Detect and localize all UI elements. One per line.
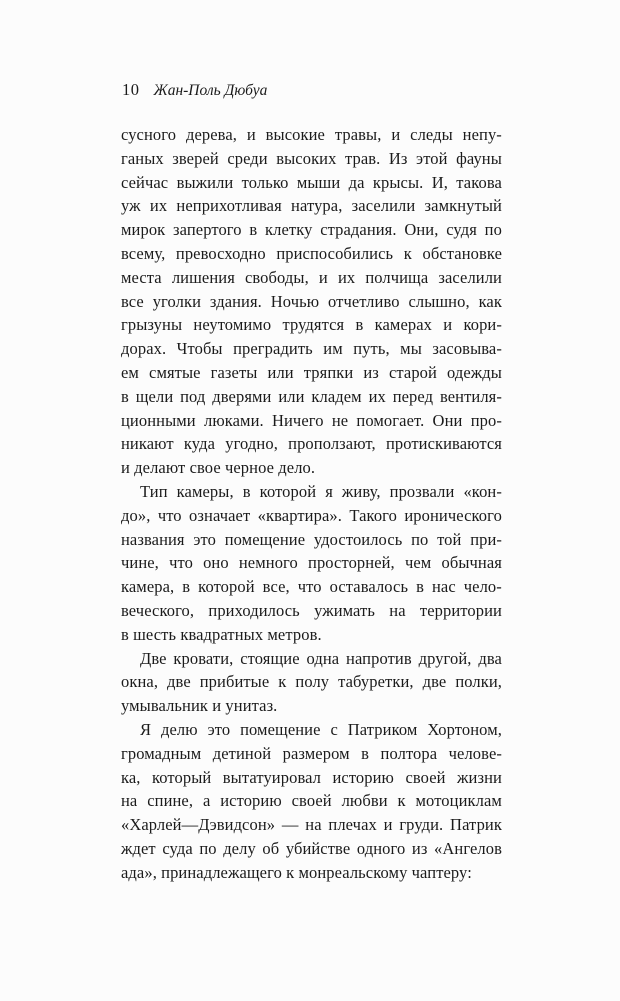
text-line: ционными люками. Ничего не помогает. Они про- bbox=[121, 410, 502, 430]
text-line: чине, что оно немного просторней, чем обычная bbox=[121, 553, 502, 573]
paragraph bbox=[121, 647, 502, 718]
text-line: никают куда угодно, проползают, протискиваются bbox=[121, 434, 502, 454]
paragraph bbox=[121, 480, 502, 647]
text-line: Две кровати, стоящие одна напротив другой, два bbox=[140, 648, 502, 668]
text-line: грызуны неутомимо трудятся в камерах и кори- bbox=[121, 315, 502, 335]
text-line: до», что означает «квартира». Такого иронического bbox=[121, 505, 502, 525]
text-line: в щели под дверями или кладем их перед вентиля- bbox=[121, 386, 502, 406]
text-line: веческого, приходилось ужимать на территории bbox=[121, 600, 502, 620]
text-line: громадным детиной размером в полтора челове- bbox=[121, 743, 502, 763]
paragraph bbox=[121, 718, 502, 885]
text-line: «Харлей—Дэвидсон» — на плечах и груди. Патрик bbox=[121, 815, 502, 835]
text-line: ждет суда по делу об убийстве одного из «Ангелов bbox=[121, 838, 502, 858]
text-line: Тип камеры, в которой я живу, прозвали «кон- bbox=[140, 481, 502, 501]
text-line: названия это помещение удостоилось по той при- bbox=[121, 529, 502, 549]
text-line: в шесть квадратных метров. bbox=[121, 624, 322, 644]
text-line: ада», принадлежащего к монреальскому чаптеру: bbox=[121, 862, 472, 882]
running-header-author: Жан-Поль Дюбуа bbox=[153, 82, 268, 99]
text-line: Я делю это помещение с Патриком Хортоном, bbox=[140, 719, 502, 739]
text-line: уж их неприхотливая натура, заселили замкнутый bbox=[121, 196, 502, 216]
text-line: на спине, а историю своей любви к мотоциклам bbox=[121, 791, 502, 811]
text-line: все уголки здания. Ночью отчетливо слышно, как bbox=[121, 291, 502, 311]
text-line: камера, в которой все, что оставалось в нас чело- bbox=[121, 577, 502, 597]
text-line: ка, который вытатуировал историю своей жизни bbox=[121, 767, 502, 787]
text-line: сейчас выжили только мыши да крысы. И, такова bbox=[121, 172, 502, 192]
text-line: места лишения свободы, и их полчища заселили bbox=[121, 267, 502, 287]
text-line: сусного дерева, и высокие травы, и следы непу- bbox=[121, 125, 502, 144]
text-line: мирок запертого в клетку страдания. Они, судя по bbox=[121, 220, 502, 240]
text-line: умывальник и унитаз. bbox=[121, 696, 278, 716]
text-line: окна, две прибитые к полу табуретки, две полки, bbox=[121, 672, 502, 692]
text-line: дорах. Чтобы преградить им путь, мы засовыва- bbox=[121, 339, 502, 359]
text-line: ем смятые газеты или тряпки из старой одежды bbox=[121, 362, 502, 382]
page-body bbox=[121, 123, 502, 885]
text-line: всему, превосходно приспособились к обстановке bbox=[121, 243, 502, 263]
paragraph bbox=[121, 123, 502, 480]
text-line: и делают свое черное дело. bbox=[121, 458, 316, 478]
page-number: 10 bbox=[122, 80, 140, 99]
text-line: ганых зверей среди высоких трав. Из этой фауны bbox=[121, 148, 502, 168]
running-header bbox=[122, 80, 267, 101]
